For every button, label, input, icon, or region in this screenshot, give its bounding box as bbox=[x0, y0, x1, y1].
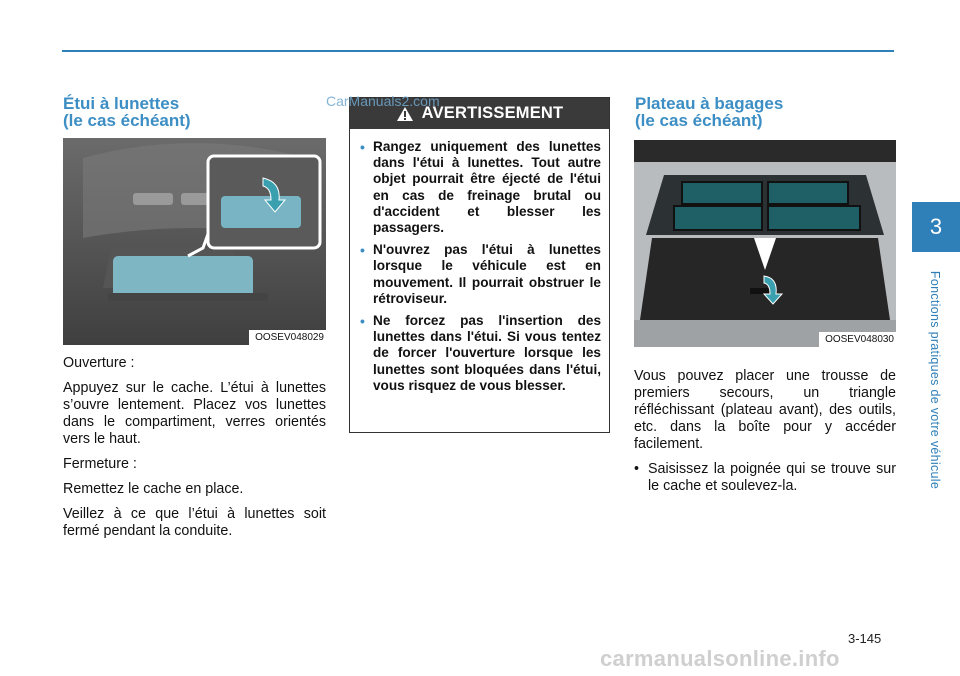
section-title-glasses-holder bbox=[63, 95, 191, 129]
chapter-tab bbox=[912, 202, 960, 252]
chapter-number: 3 bbox=[929, 214, 943, 239]
list-item: • Saisissez la poignée qui se trouve sur le cache et soulevez-la. bbox=[634, 461, 896, 495]
warning-item: • Ne forcez pas l'insertion des lunettes dans l'étui. Si vous tentez de forcer l'ouverture lorsque les lunettes sont bloquées dans l'étui, vous risquez de vous blesser. bbox=[360, 313, 601, 394]
paragraph: Remettez le cache en place. bbox=[63, 481, 244, 497]
paragraph: Vous pouvez placer une trousse de premiers secours, un triangle réfléchissant (plateau avant), des outils, etc. dans la boîte pour y accéder facilement. bbox=[634, 368, 896, 452]
paragraph: Appuyez sur le cache. L’étui à lunettes s’ouvre lentement. Placez vos lunettes dans le compartiment, verres orientés vers le haut. bbox=[63, 380, 326, 447]
section-title-line1: Plateau à bagages bbox=[635, 94, 784, 113]
header-rule bbox=[62, 50, 894, 52]
chapter-title: Fonctions pratiques de votre véhicule bbox=[928, 270, 942, 490]
luggage-tray-illustration bbox=[634, 140, 896, 347]
glasses-holder-text bbox=[63, 355, 326, 548]
section-title-line2: (le cas échéant) bbox=[635, 111, 763, 130]
watermark-bottom: carmanualsonline.info bbox=[600, 646, 840, 671]
section-title-luggage-tray bbox=[635, 95, 783, 129]
page-number: 3-145 bbox=[848, 631, 882, 646]
watermark-top: CarManuals2.com bbox=[326, 93, 440, 109]
glasses-holder-figure bbox=[63, 138, 326, 345]
warning-title: AVERTISSEMENT bbox=[421, 104, 564, 122]
luggage-tray-text bbox=[634, 368, 896, 495]
figure-code: OOSEV048029 bbox=[249, 330, 326, 345]
paragraph: Ouverture : bbox=[63, 355, 135, 371]
warning-item: • Rangez uniquement des lunettes dans l'étui à lunettes. Tout autre objet pourrait être éjecté de l'étui en cas de freinage brutal ou d'accident et blesser les passagers. bbox=[360, 139, 601, 236]
instruction-list bbox=[634, 461, 896, 495]
warning-box bbox=[349, 97, 610, 433]
warning-list bbox=[350, 129, 609, 394]
section-title-line2: (le cas échéant) bbox=[63, 111, 191, 130]
luggage-tray-figure bbox=[634, 140, 896, 347]
glasses-holder-illustration bbox=[63, 138, 326, 345]
figure-code: OOSEV048030 bbox=[819, 332, 896, 347]
warning-item: • N'ouvrez pas l'étui à lunettes lorsque le véhicule est en mouvement. Il pourrait obstruer le rétroviseur. bbox=[360, 242, 601, 307]
section-title-line1: Étui à lunettes bbox=[63, 94, 180, 113]
paragraph: Fermeture : bbox=[63, 456, 137, 472]
paragraph: Veillez à ce que l’étui à lunettes soit fermé pendant la conduite. bbox=[63, 506, 326, 539]
